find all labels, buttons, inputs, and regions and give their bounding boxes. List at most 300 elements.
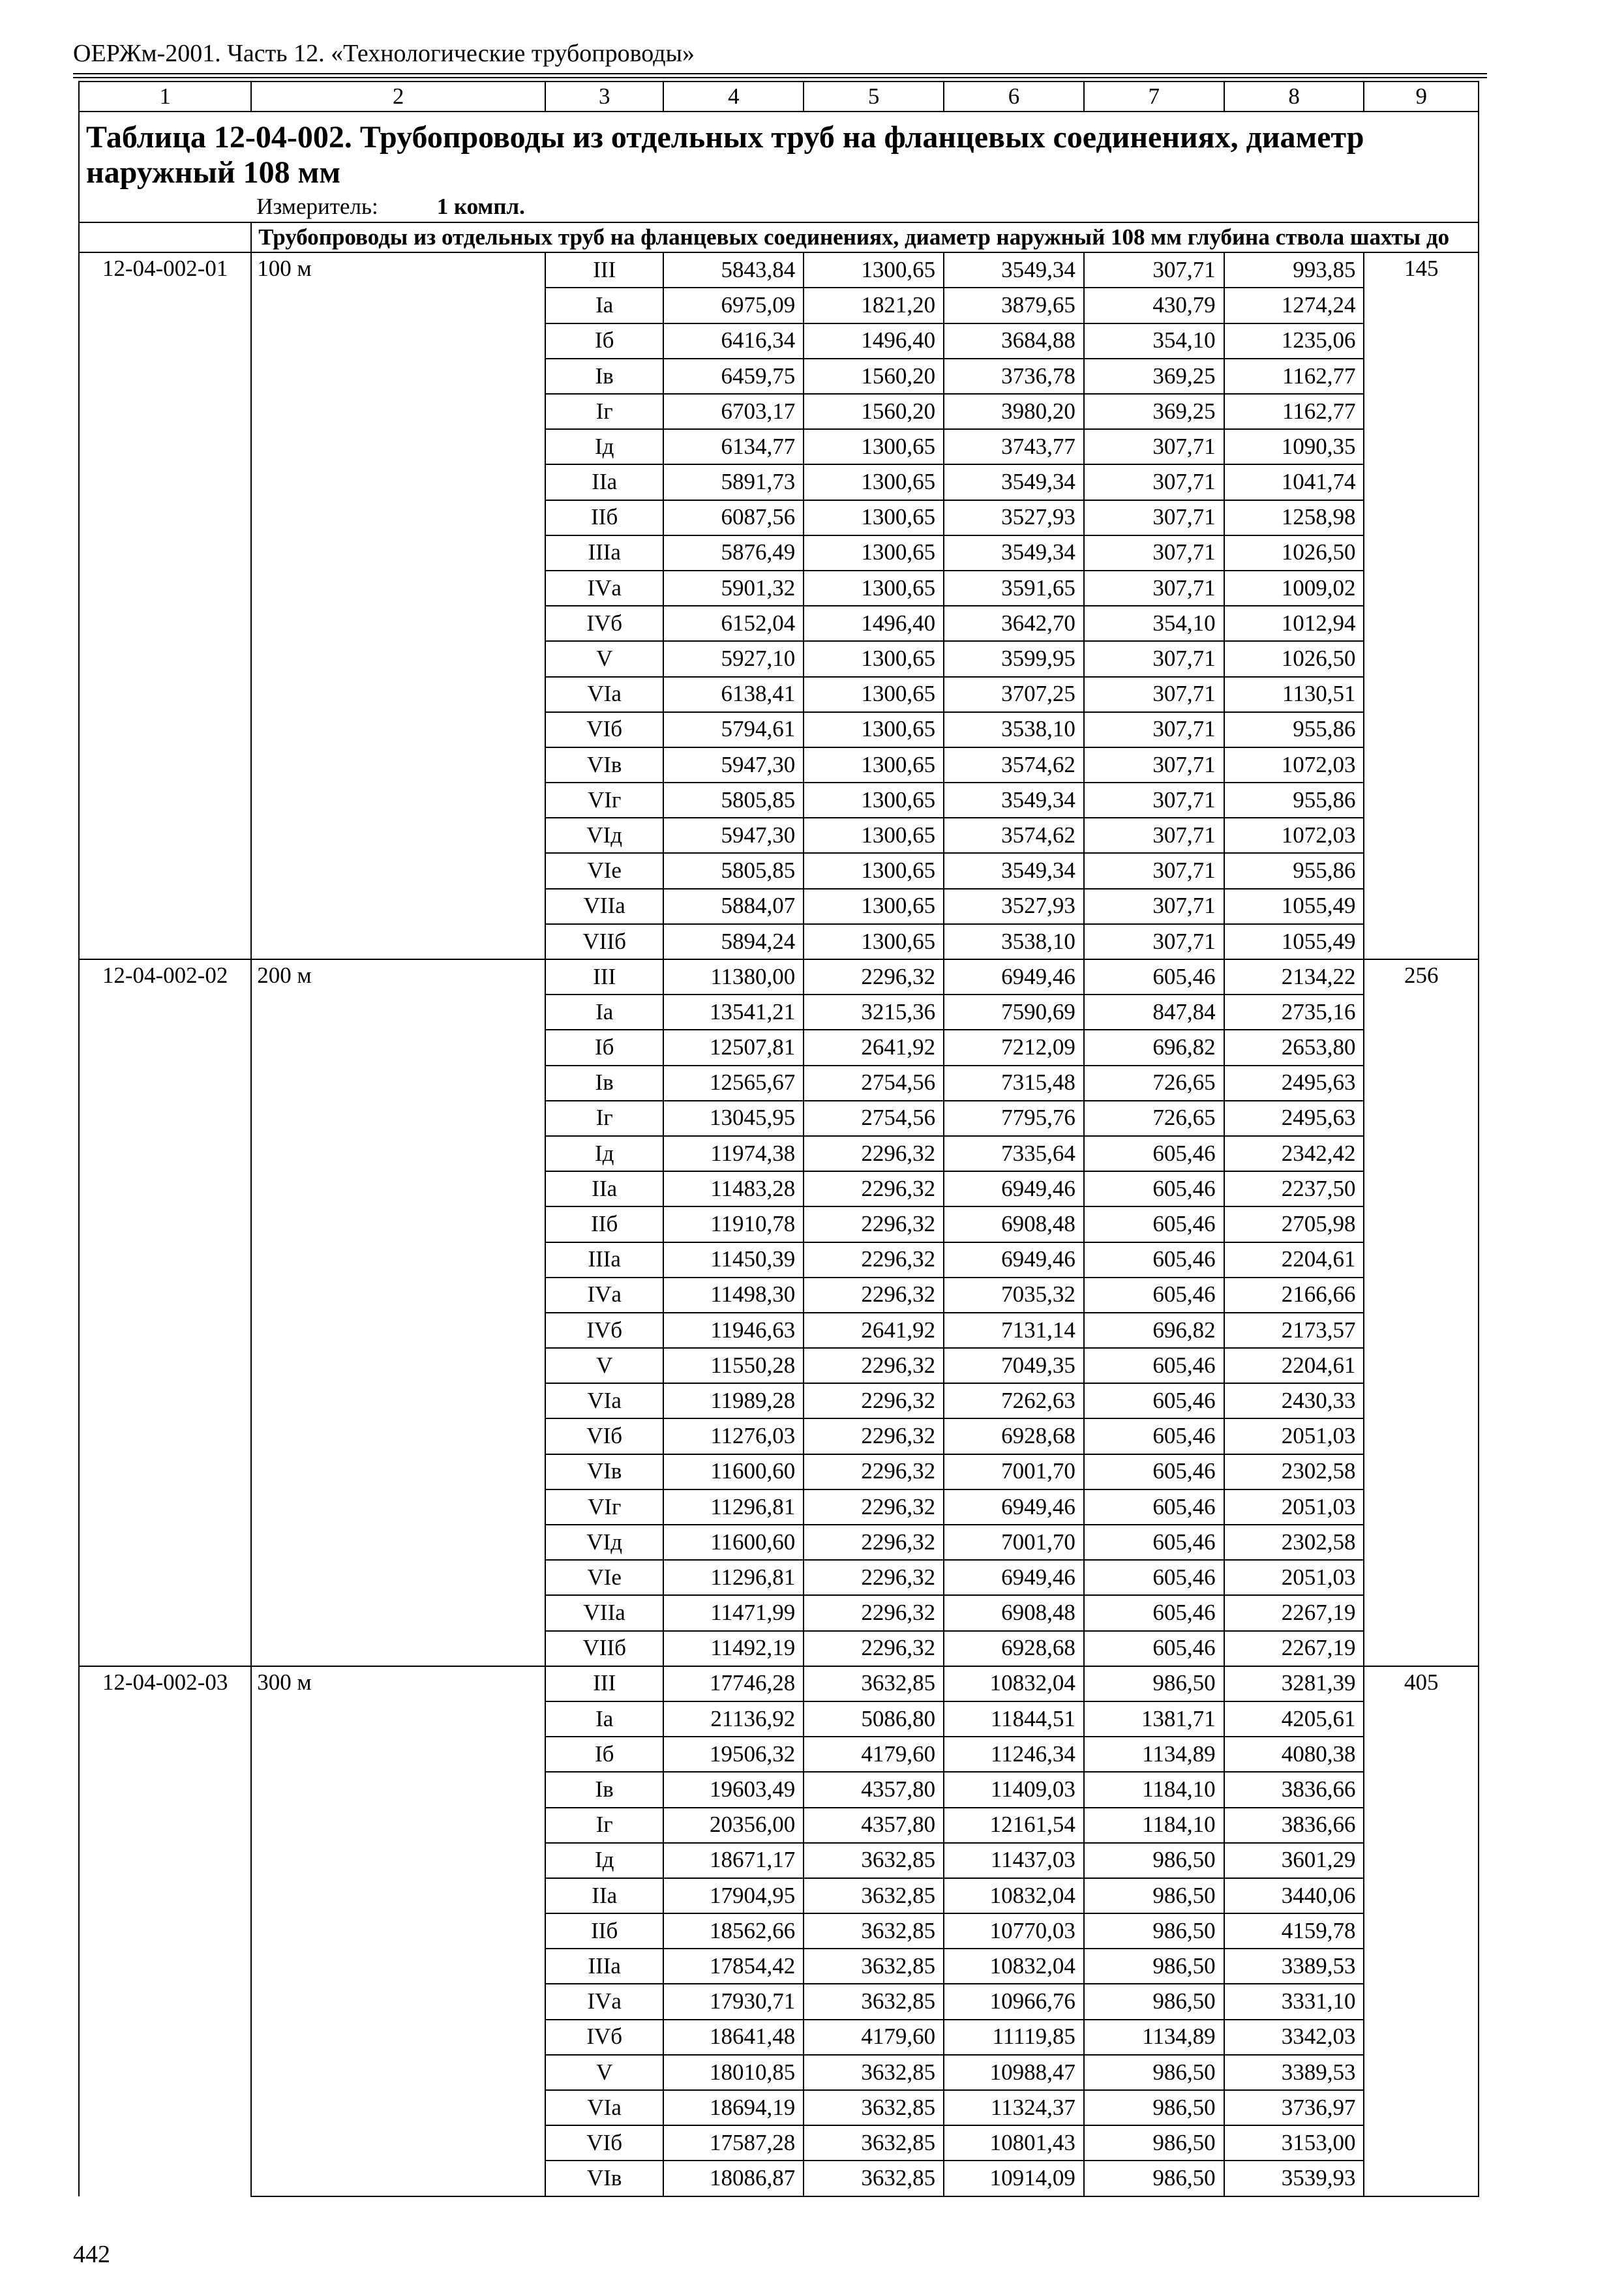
value-cell: 12565,67 — [663, 1066, 804, 1101]
value-cell: 369,25 — [1084, 394, 1224, 429]
value-cell: 1300,65 — [804, 252, 944, 288]
value-cell: 307,71 — [1084, 677, 1224, 712]
value-cell: 2296,32 — [804, 1525, 944, 1560]
value-cell: 6416,34 — [663, 323, 804, 359]
value-cell: 5894,24 — [663, 924, 804, 959]
value-cell: 18671,17 — [663, 1843, 804, 1878]
value-cell: 10914,09 — [944, 2161, 1084, 2196]
value-cell: 11550,28 — [663, 1348, 804, 1383]
value-cell: 6949,46 — [944, 1242, 1084, 1278]
zone-cell: IIб — [545, 500, 664, 535]
value-cell: 1300,65 — [804, 429, 944, 464]
value-cell: 3549,34 — [944, 252, 1084, 288]
value-cell: 3549,34 — [944, 535, 1084, 571]
value-cell: 307,71 — [1084, 500, 1224, 535]
value-cell: 10832,04 — [944, 1949, 1084, 1984]
count-cell: 405 — [1364, 1666, 1479, 2196]
value-cell: 605,46 — [1084, 1595, 1224, 1630]
value-cell: 1300,65 — [804, 853, 944, 888]
zone-cell: VIв — [545, 2161, 664, 2196]
zone-cell: Iг — [545, 394, 664, 429]
zone-cell: V — [545, 641, 664, 676]
value-cell: 2302,58 — [1224, 1525, 1364, 1560]
value-cell: 11276,03 — [663, 1418, 804, 1454]
zone-cell: VIг — [545, 783, 664, 818]
value-cell: 307,71 — [1084, 889, 1224, 924]
zone-cell: VIв — [545, 747, 664, 783]
value-cell: 3642,70 — [944, 606, 1084, 641]
value-cell: 4179,60 — [804, 1737, 944, 1772]
value-cell: 1300,65 — [804, 889, 944, 924]
value-cell: 1821,20 — [804, 288, 944, 323]
value-cell: 5891,73 — [663, 464, 804, 500]
rate-code: 12-04-002-03 — [79, 1666, 251, 2196]
zone-cell: Iв — [545, 1772, 664, 1807]
value-cell: 2296,32 — [804, 1631, 944, 1666]
value-cell: 1300,65 — [804, 464, 944, 500]
value-cell: 986,50 — [1084, 1666, 1224, 1701]
value-cell: 2705,98 — [1224, 1206, 1364, 1242]
value-cell: 1300,65 — [804, 641, 944, 676]
value-cell: 1055,49 — [1224, 889, 1364, 924]
value-cell: 3574,62 — [944, 747, 1084, 783]
value-cell: 2296,32 — [804, 1454, 944, 1489]
value-cell: 4357,80 — [804, 1808, 944, 1843]
value-cell: 3707,25 — [944, 677, 1084, 712]
value-cell: 5843,84 — [663, 252, 804, 288]
zone-cell: IIIа — [545, 1242, 664, 1278]
value-cell: 3539,93 — [1224, 2161, 1364, 2196]
value-cell: 3836,66 — [1224, 1808, 1364, 1843]
value-cell: 605,46 — [1084, 1454, 1224, 1489]
zone-cell: VIг — [545, 1489, 664, 1525]
value-cell: 3331,10 — [1224, 1984, 1364, 2019]
value-cell: 3342,03 — [1224, 2020, 1364, 2055]
value-cell: 307,71 — [1084, 641, 1224, 676]
value-cell: 3632,85 — [804, 2090, 944, 2125]
value-cell: 354,10 — [1084, 323, 1224, 359]
value-cell: 369,25 — [1084, 359, 1224, 394]
value-cell: 6703,17 — [663, 394, 804, 429]
zone-cell: Iд — [545, 429, 664, 464]
value-cell: 3549,34 — [944, 853, 1084, 888]
zone-cell: VIIа — [545, 889, 664, 924]
column-number: 7 — [1084, 82, 1224, 112]
zone-cell: V — [545, 2055, 664, 2090]
value-cell: 3836,66 — [1224, 1772, 1364, 1807]
value-cell: 7262,63 — [944, 1383, 1084, 1418]
count-cell: 145 — [1364, 252, 1479, 959]
value-cell: 19603,49 — [663, 1772, 804, 1807]
value-cell: 955,86 — [1224, 853, 1364, 888]
value-cell: 11498,30 — [663, 1278, 804, 1313]
header-rule — [73, 77, 1487, 78]
value-cell: 1300,65 — [804, 783, 944, 818]
value-cell: 1235,06 — [1224, 323, 1364, 359]
value-cell: 17904,95 — [663, 1878, 804, 1913]
zone-cell: VIв — [545, 1454, 664, 1489]
value-cell: 3684,88 — [944, 323, 1084, 359]
zone-cell: VIа — [545, 677, 664, 712]
value-cell: 2735,16 — [1224, 995, 1364, 1030]
value-cell: 11910,78 — [663, 1206, 804, 1242]
value-cell: 986,50 — [1084, 2055, 1224, 2090]
value-cell: 10801,43 — [944, 2125, 1084, 2161]
value-cell: 3632,85 — [804, 1843, 944, 1878]
value-cell: 605,46 — [1084, 959, 1224, 995]
value-cell: 430,79 — [1084, 288, 1224, 323]
value-cell: 6087,56 — [663, 500, 804, 535]
value-cell: 1090,35 — [1224, 429, 1364, 464]
value-cell: 2641,92 — [804, 1030, 944, 1065]
zone-cell: VIе — [545, 1560, 664, 1595]
value-cell: 986,50 — [1084, 1878, 1224, 1913]
zone-cell: IIа — [545, 1878, 664, 1913]
value-cell: 307,71 — [1084, 252, 1224, 288]
column-number: 8 — [1224, 82, 1364, 112]
value-cell: 20356,00 — [663, 1808, 804, 1843]
value-cell: 11974,38 — [663, 1136, 804, 1171]
group-heading: Трубопроводы из отдельных труб на фланцевых соединениях, диаметр наружный 108 мм глубина ствола шахты до — [251, 222, 1479, 253]
value-cell: 11296,81 — [663, 1489, 804, 1525]
value-cell: 726,65 — [1084, 1066, 1224, 1101]
zone-cell: VIIб — [545, 1631, 664, 1666]
zone-cell: IIб — [545, 1206, 664, 1242]
value-cell: 1184,10 — [1084, 1772, 1224, 1807]
value-cell: 3632,85 — [804, 2125, 944, 2161]
value-cell: 5805,85 — [663, 853, 804, 888]
page-header: ОЕРЖм-2001. Часть 12. «Технологические трубопроводы» — [73, 40, 695, 67]
value-cell: 986,50 — [1084, 1949, 1224, 1984]
value-cell: 11600,60 — [663, 1454, 804, 1489]
value-cell: 307,71 — [1084, 571, 1224, 606]
value-cell: 5927,10 — [663, 641, 804, 676]
value-cell: 6928,68 — [944, 1631, 1084, 1666]
zone-cell: VIа — [545, 1383, 664, 1418]
value-cell: 955,86 — [1224, 783, 1364, 818]
shaft-depth: 200 м — [251, 959, 545, 1666]
value-cell: 307,71 — [1084, 747, 1224, 783]
value-cell: 2173,57 — [1224, 1313, 1364, 1348]
value-cell: 2166,66 — [1224, 1278, 1364, 1313]
value-cell: 4080,38 — [1224, 1737, 1364, 1772]
zone-cell: VIд — [545, 1525, 664, 1560]
value-cell: 3215,36 — [804, 995, 944, 1030]
value-cell: 7590,69 — [944, 995, 1084, 1030]
zone-cell: III — [545, 959, 664, 995]
value-cell: 6459,75 — [663, 359, 804, 394]
value-cell: 307,71 — [1084, 783, 1224, 818]
value-cell: 3632,85 — [804, 1984, 944, 2019]
value-cell: 986,50 — [1084, 2125, 1224, 2161]
value-cell: 3879,65 — [944, 288, 1084, 323]
value-cell: 1560,20 — [804, 359, 944, 394]
value-cell: 6928,68 — [944, 1418, 1084, 1454]
value-cell: 1258,98 — [1224, 500, 1364, 535]
value-cell: 605,46 — [1084, 1383, 1224, 1418]
value-cell: 605,46 — [1084, 1242, 1224, 1278]
value-cell: 2296,32 — [804, 1136, 944, 1171]
value-cell: 4179,60 — [804, 2020, 944, 2055]
value-cell: 307,71 — [1084, 464, 1224, 500]
value-cell: 12507,81 — [663, 1030, 804, 1065]
value-cell: 2051,03 — [1224, 1560, 1364, 1595]
value-cell: 2296,32 — [804, 1489, 944, 1525]
value-cell: 3632,85 — [804, 1666, 944, 1701]
value-cell: 17746,28 — [663, 1666, 804, 1701]
value-cell: 3527,93 — [944, 889, 1084, 924]
value-cell: 11409,03 — [944, 1772, 1084, 1807]
value-cell: 11380,00 — [663, 959, 804, 995]
table-row — [79, 252, 1479, 288]
value-cell: 2495,63 — [1224, 1101, 1364, 1136]
zone-cell: IVа — [545, 1278, 664, 1313]
value-cell: 1134,89 — [1084, 1737, 1224, 1772]
value-cell: 5794,61 — [663, 712, 804, 747]
value-cell: 2754,56 — [804, 1066, 944, 1101]
value-cell: 1012,94 — [1224, 606, 1364, 641]
value-cell: 10988,47 — [944, 2055, 1084, 2090]
value-cell: 11483,28 — [663, 1171, 804, 1206]
zone-cell: IVа — [545, 571, 664, 606]
value-cell: 7001,70 — [944, 1454, 1084, 1489]
value-cell: 5884,07 — [663, 889, 804, 924]
value-cell: 955,86 — [1224, 712, 1364, 747]
value-cell: 2296,32 — [804, 1595, 944, 1630]
zone-cell: VIа — [545, 2090, 664, 2125]
zone-cell: IVб — [545, 2020, 664, 2055]
value-cell: 1496,40 — [804, 606, 944, 641]
value-cell: 1300,65 — [804, 818, 944, 853]
value-cell: 1496,40 — [804, 323, 944, 359]
value-cell: 5876,49 — [663, 535, 804, 571]
value-cell: 6152,04 — [663, 606, 804, 641]
value-cell: 13045,95 — [663, 1101, 804, 1136]
value-cell: 986,50 — [1084, 1913, 1224, 1949]
value-cell: 2296,32 — [804, 1560, 944, 1595]
value-cell: 3599,95 — [944, 641, 1084, 676]
value-cell: 17930,71 — [663, 1984, 804, 2019]
value-cell: 11450,39 — [663, 1242, 804, 1278]
value-cell: 2296,32 — [804, 959, 944, 995]
column-number: 1 — [79, 82, 251, 112]
value-cell: 11246,34 — [944, 1737, 1084, 1772]
value-cell: 3440,06 — [1224, 1878, 1364, 1913]
value-cell: 3549,34 — [944, 783, 1084, 818]
value-cell: 18641,48 — [663, 2020, 804, 2055]
header-rule — [73, 73, 1487, 74]
value-cell: 1026,50 — [1224, 641, 1364, 676]
zone-cell: VIб — [545, 1418, 664, 1454]
value-cell: 1162,77 — [1224, 394, 1364, 429]
value-cell: 5947,30 — [663, 747, 804, 783]
zone-cell: VIб — [545, 712, 664, 747]
value-cell: 3632,85 — [804, 2055, 944, 2090]
value-cell: 3591,65 — [944, 571, 1084, 606]
value-cell: 17587,28 — [663, 2125, 804, 2161]
column-number-row — [79, 82, 1479, 112]
value-cell: 1381,71 — [1084, 1701, 1224, 1737]
value-cell: 2653,80 — [1224, 1030, 1364, 1065]
table-title: Таблица 12-04-002. Трубопроводы из отдельных труб на фланцевых соединениях, диаметр наружный 108 мм — [79, 112, 1479, 193]
zone-cell: Iд — [545, 1136, 664, 1171]
value-cell: 1560,20 — [804, 394, 944, 429]
value-cell: 2296,32 — [804, 1206, 944, 1242]
zone-cell: Iв — [545, 359, 664, 394]
count-cell: 256 — [1364, 959, 1479, 1666]
zone-cell: IIб — [545, 1913, 664, 1949]
value-cell: 21136,92 — [663, 1701, 804, 1737]
value-cell: 2296,32 — [804, 1171, 944, 1206]
value-cell: 3153,00 — [1224, 2125, 1364, 2161]
value-cell: 354,10 — [1084, 606, 1224, 641]
value-cell: 11989,28 — [663, 1383, 804, 1418]
value-cell: 10770,03 — [944, 1913, 1084, 1949]
value-cell: 307,71 — [1084, 924, 1224, 959]
zone-cell: Iв — [545, 1066, 664, 1101]
value-cell: 1300,65 — [804, 747, 944, 783]
column-number: 3 — [545, 82, 664, 112]
value-cell: 605,46 — [1084, 1418, 1224, 1454]
value-cell: 986,50 — [1084, 1843, 1224, 1878]
value-cell: 696,82 — [1084, 1313, 1224, 1348]
value-cell: 986,50 — [1084, 2161, 1224, 2196]
value-cell: 605,46 — [1084, 1206, 1224, 1242]
zone-cell: Iб — [545, 323, 664, 359]
value-cell: 12161,54 — [944, 1808, 1084, 1843]
value-cell: 3538,10 — [944, 924, 1084, 959]
value-cell: 2267,19 — [1224, 1595, 1364, 1630]
value-cell: 18086,87 — [663, 2161, 804, 2196]
value-cell: 6138,41 — [663, 677, 804, 712]
value-cell: 5901,32 — [663, 571, 804, 606]
value-cell: 11492,19 — [663, 1631, 804, 1666]
value-cell: 696,82 — [1084, 1030, 1224, 1065]
value-cell: 605,46 — [1084, 1136, 1224, 1171]
value-cell: 13541,21 — [663, 995, 804, 1030]
zone-cell: Iб — [545, 1737, 664, 1772]
value-cell: 2204,61 — [1224, 1242, 1364, 1278]
value-cell: 11437,03 — [944, 1843, 1084, 1878]
value-cell: 6949,46 — [944, 1560, 1084, 1595]
value-cell: 2051,03 — [1224, 1418, 1364, 1454]
value-cell: 10832,04 — [944, 1878, 1084, 1913]
value-cell: 307,71 — [1084, 712, 1224, 747]
value-cell: 2641,92 — [804, 1313, 944, 1348]
value-cell: 7335,64 — [944, 1136, 1084, 1171]
value-cell: 1130,51 — [1224, 677, 1364, 712]
value-cell: 2204,61 — [1224, 1348, 1364, 1383]
value-cell: 6949,46 — [944, 1489, 1084, 1525]
value-cell: 605,46 — [1084, 1525, 1224, 1560]
zone-cell: IVа — [545, 1984, 664, 2019]
value-cell: 605,46 — [1084, 1631, 1224, 1666]
value-cell: 986,50 — [1084, 2090, 1224, 2125]
zone-cell: IIа — [545, 1171, 664, 1206]
value-cell: 2754,56 — [804, 1101, 944, 1136]
value-cell: 7049,35 — [944, 1348, 1084, 1383]
zone-cell: IIIа — [545, 535, 664, 571]
zone-cell: IVб — [545, 606, 664, 641]
value-cell: 6908,48 — [944, 1595, 1084, 1630]
value-cell: 2430,33 — [1224, 1383, 1364, 1418]
zone-cell: III — [545, 252, 664, 288]
measure-label: Измеритель: — [256, 194, 378, 220]
zone-cell: Iа — [545, 995, 664, 1030]
value-cell: 2296,32 — [804, 1383, 944, 1418]
value-cell: 3736,97 — [1224, 2090, 1364, 2125]
zone-cell: Iг — [545, 1101, 664, 1136]
rate-code: 12-04-002-01 — [79, 252, 251, 959]
value-cell: 3389,53 — [1224, 1949, 1364, 1984]
value-cell: 11119,85 — [944, 2020, 1084, 2055]
value-cell: 11946,63 — [663, 1313, 804, 1348]
value-cell: 7212,09 — [944, 1030, 1084, 1065]
value-cell: 1274,24 — [1224, 288, 1364, 323]
value-cell: 3632,85 — [804, 1878, 944, 1913]
value-cell: 307,71 — [1084, 853, 1224, 888]
value-cell: 2296,32 — [804, 1418, 944, 1454]
table-row — [79, 959, 1479, 995]
zone-cell: VIIб — [545, 924, 664, 959]
value-cell: 2302,58 — [1224, 1454, 1364, 1489]
value-cell: 7131,14 — [944, 1313, 1084, 1348]
value-cell: 6908,48 — [944, 1206, 1084, 1242]
value-cell: 3549,34 — [944, 464, 1084, 500]
value-cell: 1055,49 — [1224, 924, 1364, 959]
rate-code: 12-04-002-02 — [79, 959, 251, 1666]
value-cell: 3632,85 — [804, 1949, 944, 1984]
zone-cell: VIд — [545, 818, 664, 853]
measure-blank — [79, 193, 251, 222]
value-cell: 986,50 — [1084, 1984, 1224, 2019]
zone-cell: Iа — [545, 1701, 664, 1737]
value-cell: 4205,61 — [1224, 1701, 1364, 1737]
value-cell: 1300,65 — [804, 677, 944, 712]
value-cell: 4357,80 — [804, 1772, 944, 1807]
value-cell: 605,46 — [1084, 1560, 1224, 1595]
value-cell: 847,84 — [1084, 995, 1224, 1030]
value-cell: 6975,09 — [663, 288, 804, 323]
value-cell: 605,46 — [1084, 1348, 1224, 1383]
value-cell: 3632,85 — [804, 1913, 944, 1949]
value-cell: 1300,65 — [804, 571, 944, 606]
value-cell: 1162,77 — [1224, 359, 1364, 394]
column-number: 6 — [944, 82, 1084, 112]
value-cell: 1184,10 — [1084, 1808, 1224, 1843]
value-cell: 1300,65 — [804, 500, 944, 535]
group-heading-row — [79, 222, 1479, 253]
shaft-depth: 100 м — [251, 252, 545, 959]
value-cell: 19506,32 — [663, 1737, 804, 1772]
value-cell: 1041,74 — [1224, 464, 1364, 500]
page-number: 442 — [73, 2241, 110, 2268]
zone-cell: VIIа — [545, 1595, 664, 1630]
value-cell: 3736,78 — [944, 359, 1084, 394]
value-cell: 2342,42 — [1224, 1136, 1364, 1171]
zone-cell: IVб — [545, 1313, 664, 1348]
value-cell: 17854,42 — [663, 1949, 804, 1984]
value-cell: 10832,04 — [944, 1666, 1084, 1701]
value-cell: 2495,63 — [1224, 1066, 1364, 1101]
zone-cell: IIа — [545, 464, 664, 500]
value-cell: 7315,48 — [944, 1066, 1084, 1101]
zone-cell: Iд — [545, 1843, 664, 1878]
measure-cell — [251, 193, 1479, 222]
value-cell: 6949,46 — [944, 959, 1084, 995]
value-cell: 2267,19 — [1224, 1631, 1364, 1666]
zone-cell: IIIа — [545, 1949, 664, 1984]
